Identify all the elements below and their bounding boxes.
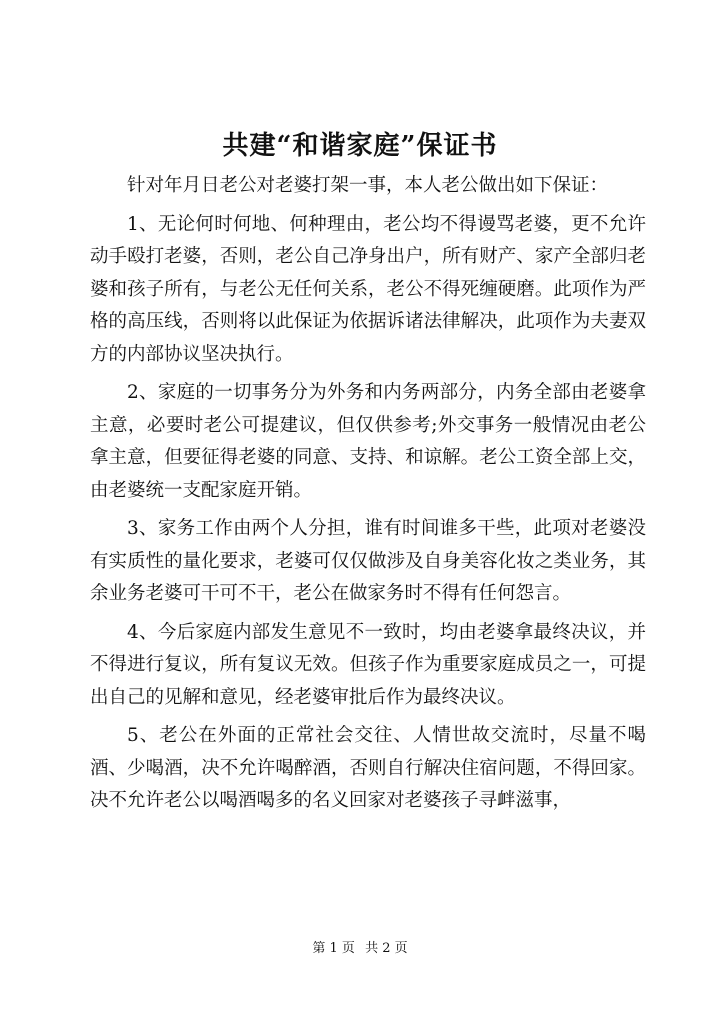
- clause-3-paragraph: 3、家务工作由两个人分担，谁有时间谁多干些，此项对老婆没有实质性的量化要求，老婆可仅仅做涉及自身美容化妆之类业务，其余业务老婆可干可不干，老公在做家务时不得有任何怨言。: [90, 518, 646, 604]
- clause-2-paragraph: 2、家庭的一切事务分为外务和内务两部分，内务全部由老婆拿主意，必要时老公可提建议，但仅供参考;外交事务一般情况由老公拿主意，但要征得老婆的同意、支持、和谅解。老公工资全部上交，由老婆统一支配家庭开销。: [90, 382, 646, 501]
- clause-5-paragraph: 5、老公在外面的正常社会交往、人情世故交流时，尽量不喝酒、少喝酒，决不允许喝醉酒，否则自行解决住宿问题，不得回家。决不允许老公以喝酒喝多的名义回家对老婆孩子寻衅滋事，: [90, 725, 646, 811]
- clause-1-paragraph: 1、无论何时何地、何种理由，老公均不得谩骂老婆，更不允许动手殴打老婆，否则，老公自己净身出户，所有财产、家产全部归老婆和孩子所有，与老公无任何关系，老公不得死缠硬磨。此项作为严格的高压线，否则将以此保证为依据诉诸法律解决，此项作为夫妻双方的内部协议坚决执行。: [90, 213, 646, 365]
- page-number: 第 1 页: [312, 941, 355, 956]
- page-total: 共 2 页: [365, 941, 408, 956]
- clause-4-paragraph: 4、今后家庭内部发生意见不一致时，均由老婆拿最终决议，并不得进行复议，所有复议无效。但孩子作为重要家庭成员之一，可提出自己的见解和意见，经老婆审批后作为最终决议。: [90, 621, 646, 708]
- intro-paragraph: 针对年月日老公对老婆打架一事，本人老公做出如下保证：: [127, 175, 609, 196]
- document-body: [90, 170, 646, 824]
- document-title: 共建“和谐家庭”保证书: [222, 131, 498, 161]
- page-footer: [0, 940, 720, 958]
